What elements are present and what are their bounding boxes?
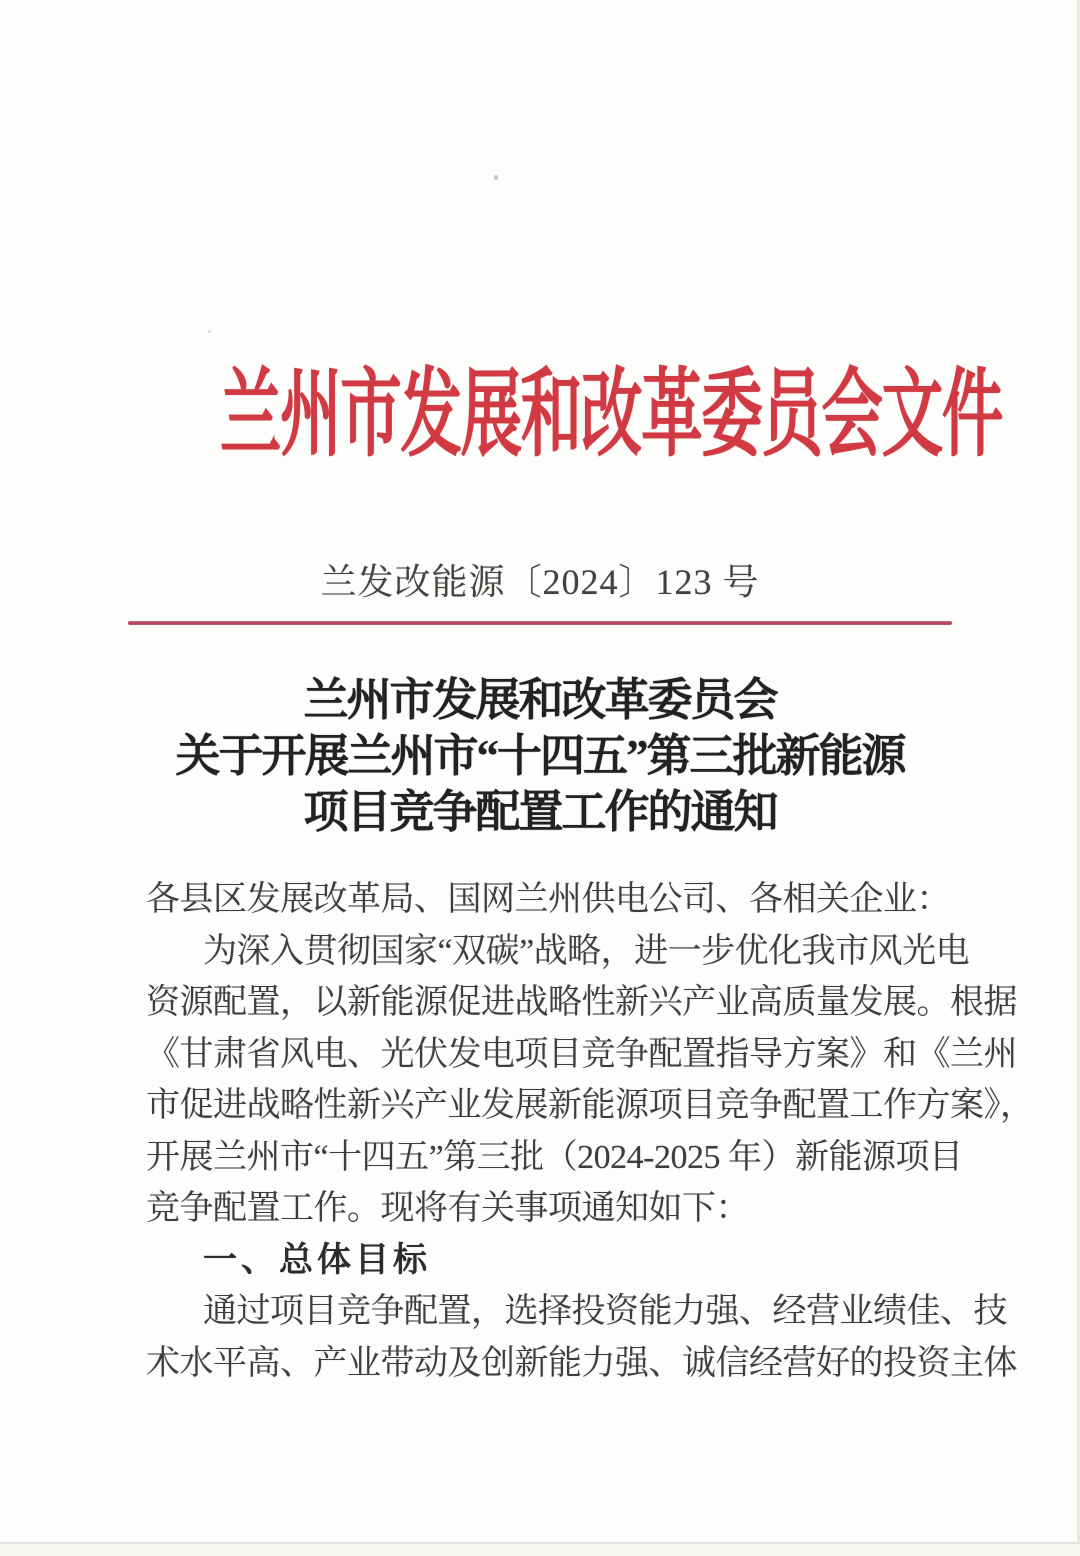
- body-line: 通过项目竞争配置，选择投资能力强、经营业绩佳、技: [203, 1293, 1007, 1330]
- body-line: 为深入贯彻国家“双碳”战略，进一步优化我市风光电: [203, 932, 970, 970]
- body-line: 各县区发展改革局、国网兰州供电公司、各相关企业：: [146, 881, 950, 918]
- document-title-line-2: 关于开展兰州市“十四五”第三批新能源: [175, 731, 905, 781]
- red-divider-line: [128, 621, 952, 625]
- letterhead-title: 兰州市发展和改革委员会文件: [219, 361, 1003, 468]
- body-line: 竞争配置工作。现将有关事项通知如下：: [146, 1190, 749, 1227]
- body-line: 开展兰州市“十四五”第三批（2024-2025 年）新能源项目: [146, 1138, 963, 1176]
- body-line: 资源配置，以新能源促进战略性新兴产业高质量发展。根据: [146, 984, 1017, 1021]
- body-line: 《甘肃省风电、光伏发电项目竞争配置指导方案》和《兰州: [146, 1035, 1017, 1073]
- document-title-line-1: 兰州市发展和改革委员会: [303, 675, 777, 725]
- body-line: 术水平高、产业带动及创新能力强、诚信经营好的投资主体: [146, 1344, 1017, 1382]
- document-title: [0, 672, 1080, 840]
- page-bottom-shadow: [0, 1544, 1080, 1556]
- document-title-line-3: 项目竞争配置工作的通知: [303, 787, 777, 837]
- scan-artifact-dot: [208, 330, 211, 333]
- body-text: [146, 874, 1034, 1389]
- body-line: 市促进战略性新兴产业发展新能源项目竞争配置工作方案》，: [146, 1087, 1034, 1124]
- section-heading: 一、总体目标: [203, 1240, 431, 1279]
- letterhead: [0, 360, 1080, 470]
- document-number: 兰发改能源〔2024〕123 号: [320, 562, 760, 602]
- scan-artifact-dot: [494, 175, 498, 180]
